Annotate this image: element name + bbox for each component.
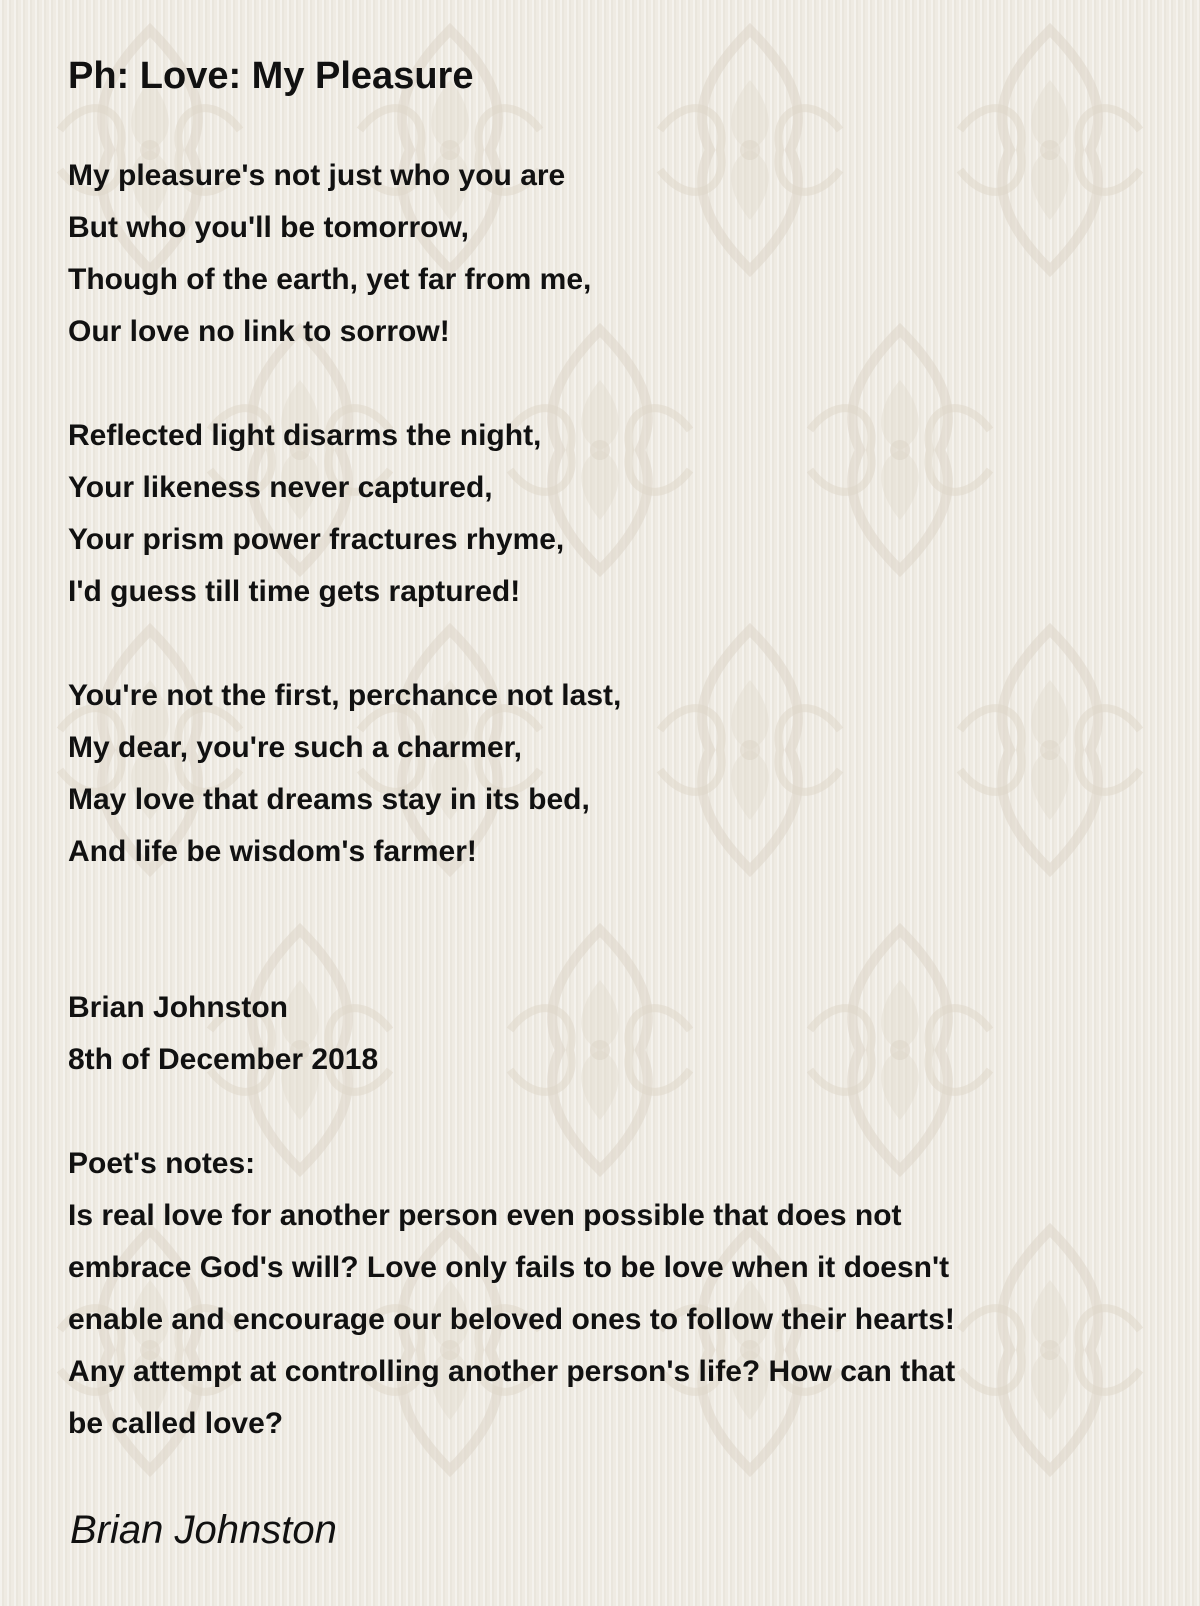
- stanza-2: [68, 410, 1148, 618]
- poem-line: Reflected light disarms the night,: [68, 419, 542, 452]
- poem-line: And life be wisdom's farmer!: [68, 835, 477, 868]
- stanza-spacer: [68, 1086, 1148, 1138]
- stanza-spacer: [68, 930, 1148, 982]
- poem-line: Though of the earth, yet far from me,: [68, 263, 592, 296]
- stanza-3: [68, 670, 1148, 878]
- stanza-spacer: [68, 358, 1148, 410]
- notes-line: embrace God's will? Love only fails to be love when it doesn't: [68, 1251, 950, 1284]
- poem-line: May love that dreams stay in its bed,: [68, 783, 590, 816]
- poet-notes: [68, 1138, 1148, 1450]
- author-signature: Brian Johnston: [70, 1508, 337, 1552]
- stanza-spacer: [68, 878, 1148, 930]
- poem-body: [68, 150, 1148, 1450]
- notes-line: enable and encourage our beloved ones to follow their hearts!: [68, 1303, 955, 1336]
- poem-line: Your prism power fractures rhyme,: [68, 523, 565, 556]
- poem-title: Ph: Love: My Pleasure: [68, 55, 474, 97]
- author-block: [68, 982, 1148, 1086]
- poem-line: I'd guess till time gets raptured!: [68, 575, 521, 608]
- stanza-1: [68, 150, 1148, 358]
- poem-line: But who you'll be tomorrow,: [68, 211, 470, 244]
- notes-line: be called love?: [68, 1407, 284, 1440]
- author-name: Brian Johnston: [68, 991, 289, 1024]
- poem-line: Our love no link to sorrow!: [68, 315, 450, 348]
- poem-line: My pleasure's not just who you are: [68, 159, 566, 192]
- notes-heading: Poet's notes:: [68, 1147, 256, 1180]
- notes-line: Is real love for another person even possible that does not: [68, 1199, 902, 1232]
- poem-line: Your likeness never captured,: [68, 471, 493, 504]
- poem-line: My dear, you're such a charmer,: [68, 731, 523, 764]
- notes-line: Any attempt at controlling another person's life? How can that: [68, 1355, 956, 1388]
- poem-date: 8th of December 2018: [68, 1043, 379, 1076]
- poem-line: You're not the first, perchance not last,: [68, 679, 622, 712]
- stanza-spacer: [68, 618, 1148, 670]
